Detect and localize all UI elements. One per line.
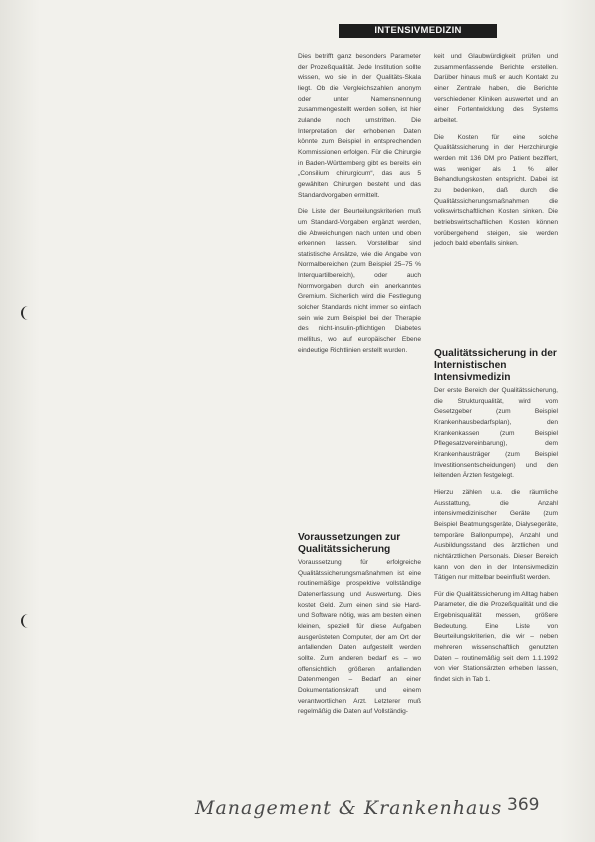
left-intro-block xyxy=(298,52,421,362)
handwritten-note: Management & Krankenhaus xyxy=(195,797,503,819)
paragraph: Der erste Bereich der Qualitätssicherung, die Strukturqualität, wird vom Gesetzgeber (zum Beispiel Krankenhausbedarfsplan), den Krankenkassen (zum Beispiel Pflegesatzvereinbarung), dem Krankenhausträger (zum Beispiel Investitionsentscheidungen) und den leitenden Ärzten festgelegt. xyxy=(434,387,558,480)
section-heading: Qualitätssicherung in der Internistischen Intensivmedizin xyxy=(434,348,557,383)
paragraph: Die Liste der Beurteilungskriterien muß um Standard-Vorgaben ergänzt werden, die Abweichungen nach unten und oben erkennen lassen. Vorstellbar sind statistische Ansätze, wie die Angabe von Normalbereichen (zum Beispiel 25–75 % Interquartilbereich), oder auch Normvorgaben durch ein anerkanntes Gremium. Sicherlich wird die Festlegung solcher Standards nicht immer so einfach sein wie zum Beispiel bei der Therapie des nicht-insulin-pflichtigen Diabetes mellitus, wo auf europäischer Ebene eindeutige Richtlinien erstellt wurden. xyxy=(298,208,421,354)
paragraph: keit und Glaubwürdigkeit prüfen und zusammenfassende Berichte erstellen. Darüber hinaus muß er auch Kontakt zu einer Zentrale haben, die Berichte verschiedener Kliniken auswertet und an einer Fortentwicklung des Systems arbeitet. xyxy=(434,53,558,124)
punch-hole-top xyxy=(21,306,35,320)
page-number: 369 xyxy=(507,795,540,815)
paragraph: Dies betrifft ganz besonders Parameter der Prozeßqualität. Jede Institution sollte wissen, wo sie in der Qualitäts-Skala liegt. Ob die Vergleichszahlen anonym oder unter Namensnennung zusammengestellt werden sollen, ist hier zulande noch umstritten. Die Interpretation der erhobenen Daten könnte zum Beispiel in entsprechenden Kommissionen erfolgen. Für die Chirurgie in Baden-Württemberg gibt es bereits ein „Consilium chirurgicum“, das aus 5 gewählten Chirurgen besteht und das Standardvorgaben ermittelt. xyxy=(298,53,421,199)
paragraph: Voraussetzung für erfolgreiche Qualitätssicherungsmaßnahmen ist eine routinemäßige prospektive vollständige Datenerfassung und Auswertung. Dies kostet Geld. Zum einen sind sie Hard- und Software nötig, was am besten einen kleinen, speziell für diese Aufgaben ausgerüsteten Computer, der am Ort der anfallenden Daten aufgestellt werden sollte. Zum anderen bedarf es – wo offensichtlich größeren anfallenden Datenmengen – Bedarf an einer Dokumentationskraft und einem verantwortlichen Arzt. Letzterer muß regelmäßig die Daten auf Vollständig- xyxy=(298,559,421,716)
paragraph: Hierzu zählen u.a. die räumliche Ausstattung, die Anzahl intensivmedizinischer Geräte (zum Beispiel Beatmungsgeräte, Dialysegeräte, temporäre Ballonpumpe), Anzahl und Ausbildungsstand des ärztlichen und nichtärztlichen Personals. Dieser Bereich kann von den in der Intensivmedizin Tätigen nur mittelbar beeinflußt werden. xyxy=(434,488,558,582)
section-header: INTENSIVMEDIZIN xyxy=(339,24,497,38)
paragraph: Für die Qualitätssicherung im Alltag haben Parameter, die die Prozeßqualität und die Ergebnisqualität messen, größere Bedeutung. Eine Liste von Beurteilungskriterien, die wir – neben mehreren wissenschaftlich genutzten Daten – routinemäßig seit dem 1.1.1992 von vier Stationsärzten erheben lassen, findet sich in Tab 1. xyxy=(434,590,558,684)
punch-hole-bottom xyxy=(21,614,35,628)
paragraph: Die Kosten für eine solche Qualitätssicherung in der Herzchirurgie werden mit 136 DM pro Patient beziffert, was weniger als 1 % aller Behandlungskosten entspricht. Dabei ist zu bedenken, daß durch die Qualitätssicherungsmaßnahmen die volkswirtschaftlichen Kosten sinken. Die betriebswirtschaftlichen Kosten können vorübergehend steigen, sie werden jedoch bald ebenfalls sinken. xyxy=(434,133,558,248)
internist-section xyxy=(434,348,558,692)
prereq-section xyxy=(298,532,421,724)
right-intro-block xyxy=(434,52,558,256)
section-heading: Voraussetzungen zur Qualitätssicherung xyxy=(298,532,401,555)
